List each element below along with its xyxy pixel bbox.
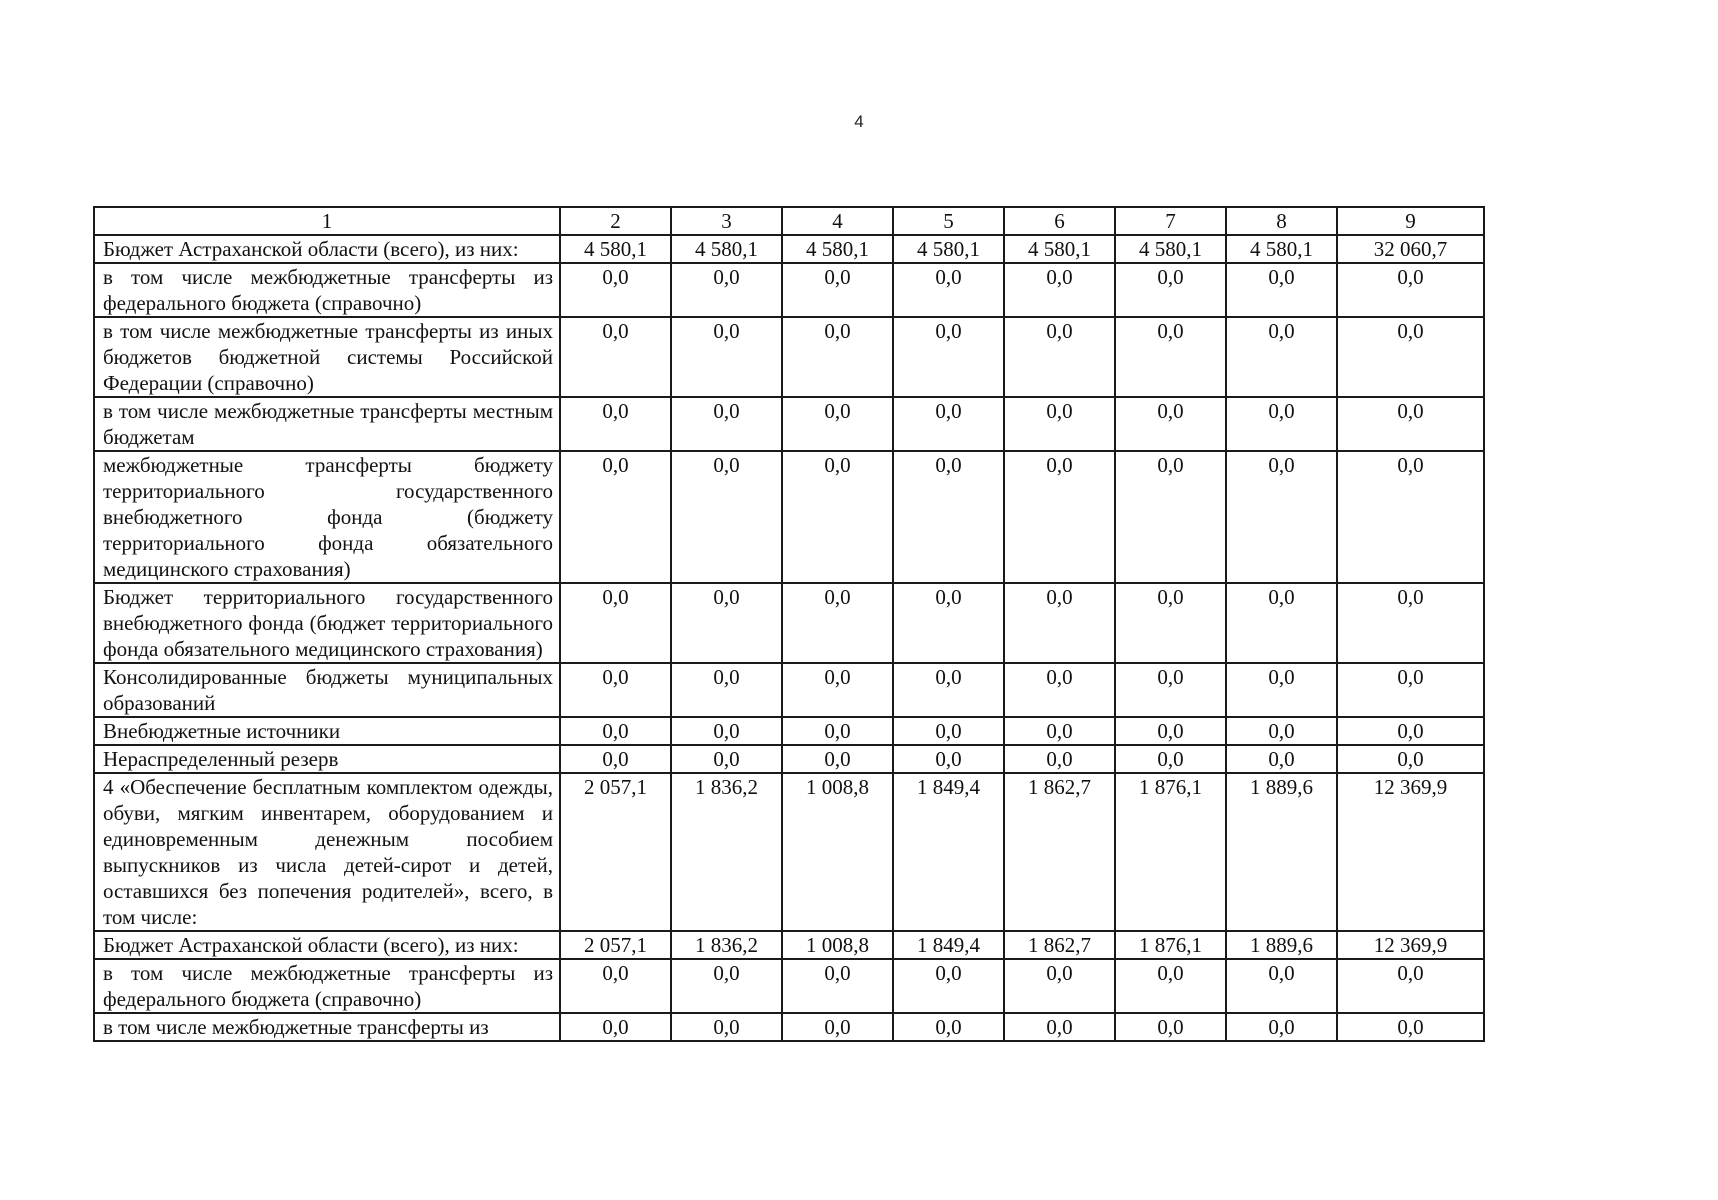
table-cell-value: 0,0	[560, 263, 671, 317]
row-label: Бюджет Астраханской области (всего), из них:	[94, 235, 560, 263]
page-number: 4	[854, 112, 864, 131]
table-cell-value: 0,0	[782, 451, 893, 583]
column-number: 7	[1115, 207, 1226, 235]
table-row	[94, 583, 1484, 663]
table-cell-value: 12 369,9	[1337, 773, 1484, 931]
table-cell-value: 1 008,8	[782, 931, 893, 959]
table-cell-value: 0,0	[671, 959, 782, 1013]
table-cell-value: 0,0	[782, 663, 893, 717]
table-cell-value: 0,0	[782, 397, 893, 451]
table-cell-value: 0,0	[782, 583, 893, 663]
table-cell-value: 0,0	[782, 317, 893, 397]
table-cell-value: 0,0	[671, 451, 782, 583]
column-number: 2	[560, 207, 671, 235]
table-cell-value: 0,0	[1115, 663, 1226, 717]
column-number: 4	[782, 207, 893, 235]
table-row	[94, 317, 1484, 397]
column-number: 8	[1226, 207, 1337, 235]
table-cell-value: 0,0	[1226, 583, 1337, 663]
table-cell-value: 12 369,9	[1337, 931, 1484, 959]
table-cell-value: 0,0	[1337, 745, 1484, 773]
table-cell-value: 0,0	[671, 717, 782, 745]
table-row	[94, 451, 1484, 583]
table-cell-value: 0,0	[1337, 959, 1484, 1013]
row-label: 4 «Обеспечение бесплатным комплектом одежды, обуви, мягким инвентарем, оборудованием и единовременным денежным пособием выпускников из числа детей-сирот и детей, оставшихся без попечения родителей», всего, в том числе:	[94, 773, 560, 931]
table-cell-value: 0,0	[1337, 263, 1484, 317]
column-number-row	[94, 207, 1484, 235]
column-number: 6	[1004, 207, 1115, 235]
table-cell-value: 0,0	[1004, 663, 1115, 717]
table-cell-value: 0,0	[1115, 317, 1226, 397]
table-cell-value: 0,0	[893, 959, 1004, 1013]
table-cell-value: 0,0	[560, 663, 671, 717]
table-row	[94, 1013, 1484, 1041]
table-cell-value: 0,0	[560, 717, 671, 745]
table-cell-value: 0,0	[1004, 263, 1115, 317]
table-cell-value: 0,0	[671, 745, 782, 773]
table-cell-value: 0,0	[893, 397, 1004, 451]
table-cell-value: 0,0	[1004, 317, 1115, 397]
table-cell-value: 1 889,6	[1226, 773, 1337, 931]
table-cell-value: 0,0	[671, 1013, 782, 1041]
table-body	[94, 207, 1484, 1041]
table-cell-value: 0,0	[1337, 451, 1484, 583]
table-cell-value: 0,0	[1115, 717, 1226, 745]
table-cell-value: 0,0	[1226, 663, 1337, 717]
table-cell-value: 2 057,1	[560, 931, 671, 959]
table-cell-value: 0,0	[1337, 663, 1484, 717]
table-cell-value: 0,0	[560, 959, 671, 1013]
table-cell-value: 1 836,2	[671, 773, 782, 931]
table-row	[94, 717, 1484, 745]
table-cell-value: 4 580,1	[893, 235, 1004, 263]
table-cell-value: 0,0	[1337, 717, 1484, 745]
table-cell-value: 0,0	[1226, 397, 1337, 451]
table-cell-value: 0,0	[893, 745, 1004, 773]
table-cell-value: 0,0	[1004, 397, 1115, 451]
table-cell-value: 0,0	[1337, 1013, 1484, 1041]
table-cell-value: 0,0	[671, 263, 782, 317]
table-row	[94, 773, 1484, 931]
table-cell-value: 1 862,7	[1004, 931, 1115, 959]
table-row	[94, 263, 1484, 317]
table-cell-value: 0,0	[671, 397, 782, 451]
table-cell-value: 1 862,7	[1004, 773, 1115, 931]
table-cell-value: 0,0	[1226, 451, 1337, 583]
table-cell-value: 0,0	[1004, 959, 1115, 1013]
table-cell-value: 4 580,1	[671, 235, 782, 263]
column-number: 1	[94, 207, 560, 235]
table-cell-value: 0,0	[560, 745, 671, 773]
table-cell-value: 0,0	[893, 583, 1004, 663]
table-cell-value: 0,0	[782, 959, 893, 1013]
table-cell-value: 0,0	[1115, 745, 1226, 773]
table-cell-value: 4 580,1	[782, 235, 893, 263]
row-label: Внебюджетные источники	[94, 717, 560, 745]
table-cell-value: 0,0	[1226, 263, 1337, 317]
column-number: 3	[671, 207, 782, 235]
row-label: Бюджет Астраханской области (всего), из них:	[94, 931, 560, 959]
table-cell-value: 0,0	[560, 397, 671, 451]
table-cell-value: 0,0	[1226, 317, 1337, 397]
budget-table	[93, 206, 1485, 1042]
row-label: в том числе межбюджетные трансферты из	[94, 1013, 560, 1041]
table-cell-value: 0,0	[1226, 959, 1337, 1013]
table-cell-value: 0,0	[1004, 745, 1115, 773]
table-cell-value: 0,0	[560, 1013, 671, 1041]
table-cell-value: 0,0	[782, 717, 893, 745]
table-cell-value: 0,0	[893, 1013, 1004, 1041]
table-row	[94, 931, 1484, 959]
row-label: Нераспределенный резерв	[94, 745, 560, 773]
column-number: 5	[893, 207, 1004, 235]
table-cell-value: 1 849,4	[893, 773, 1004, 931]
table-cell-value: 0,0	[1226, 1013, 1337, 1041]
table-cell-value: 1 889,6	[1226, 931, 1337, 959]
table-cell-value: 0,0	[1004, 451, 1115, 583]
row-label: Консолидированные бюджеты муниципальных образований	[94, 663, 560, 717]
table-cell-value: 2 057,1	[560, 773, 671, 931]
table-cell-value: 0,0	[1115, 263, 1226, 317]
table-cell-value: 0,0	[893, 451, 1004, 583]
row-label: в том числе межбюджетные трансферты из иных бюджетов бюджетной системы Российской Федерации (справочно)	[94, 317, 560, 397]
table-cell-value: 0,0	[893, 263, 1004, 317]
table-row	[94, 745, 1484, 773]
table-cell-value: 4 580,1	[1226, 235, 1337, 263]
table-cell-value: 0,0	[1337, 583, 1484, 663]
table-row	[94, 663, 1484, 717]
row-label: в том числе межбюджетные трансферты из федерального бюджета (справочно)	[94, 263, 560, 317]
table-row	[94, 397, 1484, 451]
table-cell-value: 0,0	[1004, 1013, 1115, 1041]
table-cell-value: 0,0	[671, 663, 782, 717]
table-cell-value: 4 580,1	[560, 235, 671, 263]
table-cell-value: 0,0	[671, 317, 782, 397]
table-cell-value: 4 580,1	[1004, 235, 1115, 263]
table-cell-value: 0,0	[1004, 583, 1115, 663]
table-cell-value: 0,0	[1115, 451, 1226, 583]
table-cell-value: 0,0	[1337, 397, 1484, 451]
table-cell-value: 1 876,1	[1115, 931, 1226, 959]
table-cell-value: 0,0	[782, 263, 893, 317]
table-cell-value: 0,0	[782, 1013, 893, 1041]
table-cell-value: 32 060,7	[1337, 235, 1484, 263]
table-cell-value: 1 849,4	[893, 931, 1004, 959]
table-cell-value: 0,0	[1226, 717, 1337, 745]
table-cell-value: 0,0	[560, 451, 671, 583]
table-cell-value: 1 876,1	[1115, 773, 1226, 931]
table-cell-value: 0,0	[1115, 397, 1226, 451]
table-cell-value: 0,0	[1004, 717, 1115, 745]
table-cell-value: 0,0	[1226, 745, 1337, 773]
table-cell-value: 0,0	[1115, 959, 1226, 1013]
row-label: в том числе межбюджетные трансферты местным бюджетам	[94, 397, 560, 451]
table-cell-value: 0,0	[560, 583, 671, 663]
row-label: Бюджет территориального государственного внебюджетного фонда (бюджет территориального фонда обязательного медицинского страхования)	[94, 583, 560, 663]
table-cell-value: 0,0	[1337, 317, 1484, 397]
table-cell-value: 0,0	[782, 745, 893, 773]
table-cell-value: 0,0	[1115, 1013, 1226, 1041]
table-cell-value: 0,0	[1115, 583, 1226, 663]
table-cell-value: 0,0	[671, 583, 782, 663]
row-label: межбюджетные трансферты бюджету территориального государственного внебюджетного фонда (бюджету территориального фонда обязательного медицинского страхования)	[94, 451, 560, 583]
table-cell-value: 0,0	[893, 317, 1004, 397]
table-row	[94, 959, 1484, 1013]
table-cell-value: 0,0	[560, 317, 671, 397]
table-cell-value: 0,0	[893, 663, 1004, 717]
table-cell-value: 4 580,1	[1115, 235, 1226, 263]
table-cell-value: 1 008,8	[782, 773, 893, 931]
column-number: 9	[1337, 207, 1484, 235]
row-label: в том числе межбюджетные трансферты из федерального бюджета (справочно)	[94, 959, 560, 1013]
table-cell-value: 1 836,2	[671, 931, 782, 959]
table-row	[94, 235, 1484, 263]
table-cell-value: 0,0	[893, 717, 1004, 745]
